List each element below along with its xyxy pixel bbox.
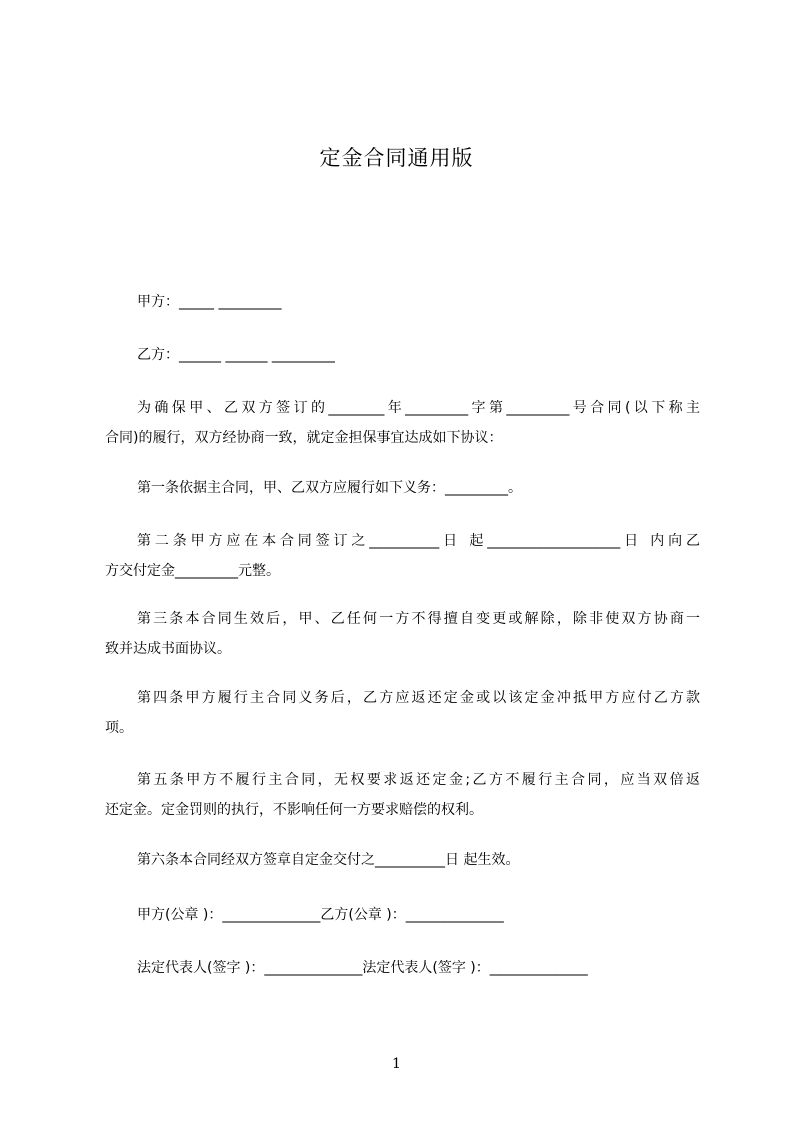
article-5-line-2: 还定金。定金罚则的执行，不影响任何一方要求赔偿的权利。 — [105, 802, 483, 818]
intro-line-2: 合同)的履行，双方经协商一致，就定金担保事宜达成如下协议： — [105, 430, 503, 446]
article-2-line-2: 方交付定金_________元整。 — [105, 563, 280, 579]
article-2 — [105, 526, 700, 586]
intro-paragraph — [105, 393, 700, 453]
article-1: 第一条依据主合同，甲、乙双方应履行如下义务：_________。 — [137, 480, 522, 496]
article-6: 第六条本合同经双方签章自定金交付之__________日 起生效。 — [137, 852, 520, 868]
party-b-line: 乙方：______ ______ _________ — [137, 347, 335, 363]
article-4-line-1: 第四条甲方履行主合同义务后，乙方应返还定金或以该定金冲抵甲方应付乙方款 — [137, 690, 700, 706]
representative-signature-line: 法定代表人(签字 )：______________法定代表人(签字 )：______________ — [137, 960, 588, 976]
article-3-line-1: 第三条本合同生效后，甲、乙任何一方不得擅自变更或解除，除非使双方协商一 — [137, 611, 700, 627]
document-title: 定金合同通用版 — [319, 146, 474, 170]
article-2-line-1: 第二条甲方应在本合同签订之__________日 起___________________日 内向乙 — [137, 533, 700, 549]
article-3 — [105, 604, 700, 664]
article-5-line-1: 第五条甲方不履行主合同，无权要求返还定金;乙方不履行主合同，应当双倍返 — [137, 772, 700, 788]
article-4-line-2: 项。 — [105, 720, 133, 736]
article-4 — [105, 683, 700, 743]
page-number: 1 — [392, 1056, 401, 1072]
article-3-line-2: 致并达成书面协议。 — [105, 641, 231, 657]
party-a-line: 甲方：_____ _________ — [137, 294, 282, 310]
intro-line-1: 为确保甲、乙双方签订的________年_________字第_________号合同(以下称主 — [137, 400, 700, 416]
seal-signature-line: 甲方(公章 )：______________乙方(公章 )：______________ — [137, 907, 504, 923]
article-5 — [105, 765, 700, 825]
